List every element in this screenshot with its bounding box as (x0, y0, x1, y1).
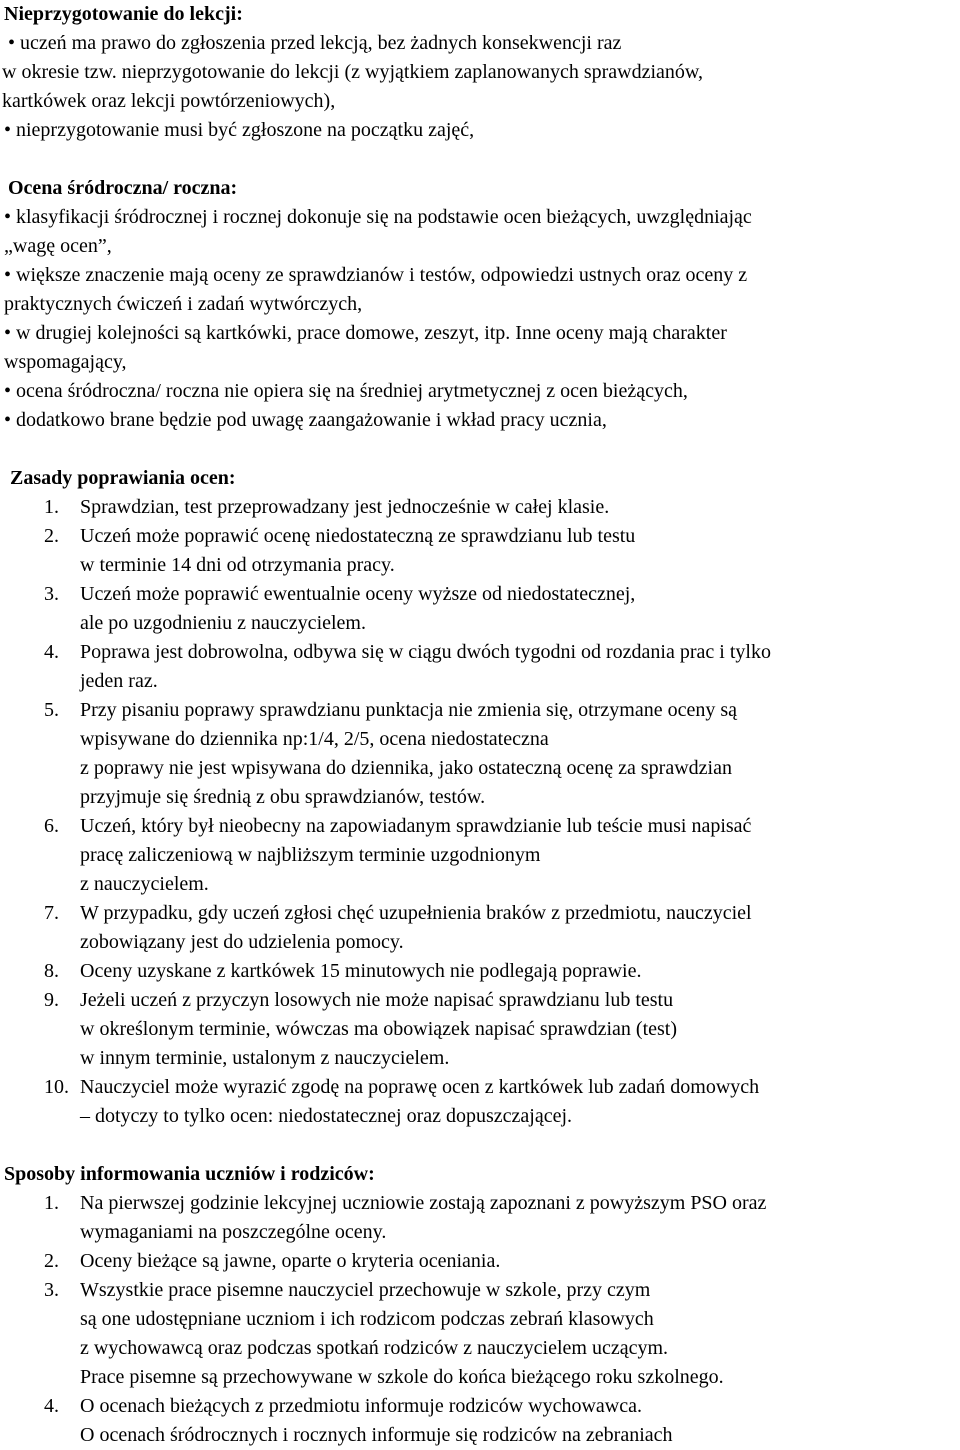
list-number: 9. (44, 989, 59, 1011)
list-item: z poprawy nie jest wpisywana do dziennika, jako ostateczną ocenę za sprawdzian (80, 757, 732, 779)
list-item: Uczeń może poprawić ocenę niedostateczną ze sprawdzianu lub testu (80, 525, 636, 547)
list-item: Przy pisaniu poprawy sprawdzianu punktacja nie zmienia się, otrzymane oceny są (80, 699, 738, 721)
text-line: • ocena śródroczna/ roczna nie opiera się na średniej arytmetycznej z ocen bieżących, (4, 380, 688, 402)
list-item: Oceny uzyskane z kartkówek 15 minutowych nie podlegają poprawie. (80, 960, 642, 982)
list-number: 1. (44, 496, 59, 518)
list-number: 3. (44, 583, 59, 605)
text-line: praktycznych ćwiczeń i zadań wytwórczych, (4, 293, 363, 315)
list-item: z wychowawcą oraz podczas spotkań rodziców z nauczycielem uczącym. (80, 1337, 669, 1359)
section-heading-nieprzygotowanie: Nieprzygotowanie do lekcji: (4, 3, 243, 25)
text-line: • dodatkowo brane będzie pod uwagę zaangażowanie i wkład pracy ucznia, (4, 409, 607, 431)
list-item: w określonym terminie, wówczas ma obowiązek napisać sprawdzian (test) (80, 1018, 678, 1040)
list-number: 10. (44, 1076, 69, 1098)
list-number: 6. (44, 815, 59, 837)
list-item: w innym terminie, ustalonym z nauczycielem. (80, 1047, 450, 1069)
list-item: Uczeń, który był nieobecny na zapowiadanym sprawdzianie lub teście musi napisać (80, 815, 752, 837)
list-number: 2. (44, 525, 59, 547)
section-heading-sposoby: Sposoby informowania uczniów i rodziców: (4, 1163, 375, 1185)
list-item: Prace pisemne są przechowywane w szkole do końca bieżącego roku szkolnego. (80, 1366, 724, 1388)
list-item: są one udostępniane uczniom i ich rodzicom podczas zebrań klasowych (80, 1308, 654, 1330)
list-item: – dotyczy to tylko ocen: niedostatecznej oraz dopuszczającej. (80, 1105, 573, 1127)
section-heading-zasady: Zasady poprawiania ocen: (10, 467, 236, 489)
text-line: „wagę ocen”, (4, 235, 112, 257)
list-number: 4. (44, 1395, 59, 1417)
list-number: 1. (44, 1192, 59, 1214)
list-item: W przypadku, gdy uczeń zgłosi chęć uzupełnienia braków z przedmiotu, nauczyciel (80, 902, 752, 924)
list-item: O ocenach śródrocznych i rocznych informuje się rodziców na zebraniach (80, 1424, 673, 1446)
list-item: jeden raz. (80, 670, 158, 692)
list-item: Jeżeli uczeń z przyczyn losowych nie może napisać sprawdzianu lub testu (80, 989, 674, 1011)
list-number: 7. (44, 902, 59, 924)
list-item: Oceny bieżące są jawne, oparte o kryteria oceniania. (80, 1250, 501, 1272)
list-item: przyjmuje się średnią z obu sprawdzianów, testów. (80, 786, 486, 808)
section-heading-ocena: Ocena śródroczna/ roczna: (8, 177, 238, 199)
text-line: • większe znaczenie mają oceny ze sprawdzianów i testów, odpowiedzi ustnych oraz oceny z (4, 264, 748, 286)
text-line: • w drugiej kolejności są kartkówki, prace domowe, zeszyt, itp. Inne oceny mają charakter (4, 322, 727, 344)
list-item: z nauczycielem. (80, 873, 209, 895)
list-number: 3. (44, 1279, 59, 1301)
text-line: • uczeń ma prawo do zgłoszenia przed lekcją, bez żadnych konsekwencji raz (8, 32, 622, 54)
list-item: ale po uzgodnieniu z nauczycielem. (80, 612, 366, 634)
list-item: Uczeń może poprawić ewentualnie oceny wyższe od niedostatecznej, (80, 583, 636, 605)
list-item: wymaganiami na poszczególne oceny. (80, 1221, 387, 1243)
list-number: 5. (44, 699, 59, 721)
list-item: Wszystkie prace pisemne nauczyciel przechowuje w szkole, przy czym (80, 1279, 651, 1301)
list-number: 4. (44, 641, 59, 663)
list-item: Poprawa jest dobrowolna, odbywa się w ciągu dwóch tygodni od rozdania prac i tylko (80, 641, 771, 663)
text-line: • klasyfikacji śródrocznej i rocznej dokonuje się na podstawie ocen bieżących, uwzględniając (4, 206, 752, 228)
list-item: pracę zaliczeniową w najbliższym terminie uzgodnionym (80, 844, 541, 866)
list-item: zobowiązany jest do udzielenia pomocy. (80, 931, 404, 953)
list-item: Sprawdzian, test przeprowadzany jest jednocześnie w całej klasie. (80, 496, 610, 518)
text-line: w okresie tzw. nieprzygotowanie do lekcji (z wyjątkiem zaplanowanych sprawdzianów, (2, 61, 704, 83)
text-line: wspomagający, (4, 351, 127, 373)
list-item: Na pierwszej godzinie lekcyjnej uczniowie zostają zapoznani z powyższym PSO oraz (80, 1192, 767, 1214)
list-item: O ocenach bieżących z przedmiotu informuje rodziców wychowawca. (80, 1395, 642, 1417)
list-item: w terminie 14 dni od otrzymania pracy. (80, 554, 395, 576)
list-number: 8. (44, 960, 59, 982)
list-item: Nauczyciel może wyrazić zgodę na poprawę ocen z kartkówek lub zadań domowych (80, 1076, 760, 1098)
list-item: wpisywane do dziennika np:1/4, 2/5, ocena niedostateczna (80, 728, 549, 750)
text-line: • nieprzygotowanie musi być zgłoszone na początku zajęć, (4, 119, 475, 141)
text-line: kartkówek oraz lekcji powtórzeniowych), (2, 90, 336, 112)
list-number: 2. (44, 1250, 59, 1272)
